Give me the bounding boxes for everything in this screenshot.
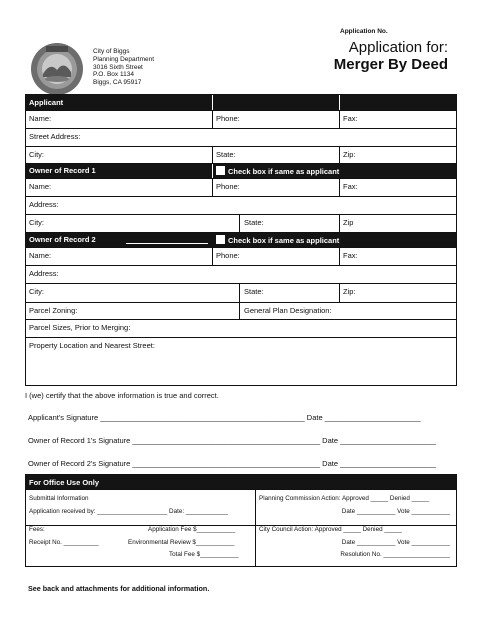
city-council-date-vote[interactable]: Date ___________ Vote ___________: [341, 539, 450, 546]
city-address: [93, 48, 154, 87]
office-heading-row: [26, 475, 456, 490]
applicant-name-field[interactable]: Name:: [29, 114, 52, 123]
parcel-zoning-field[interactable]: Parcel Zoning:: [29, 306, 78, 315]
applicant-heading-row: [26, 95, 456, 111]
owner1-city-field[interactable]: City:: [29, 218, 44, 227]
property-location-field[interactable]: Property Location and Nearest Street:: [29, 341, 155, 350]
planning-commission-action[interactable]: Planning Commission Action: Approved _____ Denied _____: [259, 495, 430, 502]
city-council-action[interactable]: City Council Action: Approved _____ Denied _____: [259, 526, 402, 533]
applicant-fax-field[interactable]: Fax:: [343, 114, 358, 123]
general-plan-field[interactable]: General Plan Designation:: [244, 306, 332, 315]
city-line: Planning Department: [93, 55, 155, 63]
applicant-state-field[interactable]: State:: [216, 150, 236, 159]
owner1-signature-line[interactable]: Owner of Record 1's Signature _____________________________________________ Date _______________________: [28, 436, 437, 445]
owner2-fax-field[interactable]: Fax:: [343, 251, 358, 260]
city-line: 3016 Sixth Street: [93, 63, 143, 71]
submittal-info-label: Submittal Information: [29, 495, 89, 502]
owner1-state-field[interactable]: State:: [244, 218, 264, 227]
application-form: [25, 94, 457, 386]
owner2-signature-line[interactable]: Owner of Record 2's Signature _____________________________________________ Date _______________________: [28, 459, 437, 468]
owner2-city-row: [26, 284, 456, 303]
receipt-no-field[interactable]: Receipt No. __________: [29, 539, 99, 546]
application-fee-field[interactable]: Application Fee $___________: [148, 526, 236, 533]
owner1-name-field[interactable]: Name:: [29, 182, 52, 191]
fees-label: Fees:: [29, 526, 45, 533]
owner1-name-row: [26, 179, 456, 197]
owner2-same-checkbox[interactable]: [216, 235, 339, 245]
office-use-section: [25, 474, 457, 567]
parcel-zoning-row: [26, 303, 456, 320]
owner2-heading-row: [26, 233, 456, 248]
applicant-street-row: [26, 129, 456, 147]
owner2-check-label: Check box if same as applicant: [228, 236, 340, 245]
applicant-heading: Applicant: [29, 98, 64, 107]
checkbox-icon[interactable]: [216, 166, 225, 175]
checkbox-icon[interactable]: [216, 235, 225, 244]
parcel-sizes-field[interactable]: Parcel Sizes, Prior to Merging:: [29, 323, 131, 332]
application-received-field[interactable]: Application received by: ____________________ Date: ____________: [29, 508, 228, 515]
title-line2: Merger By Deed: [333, 56, 448, 73]
owner1-heading-row: [26, 164, 456, 179]
owner2-zip-field[interactable]: Zip:: [343, 287, 356, 296]
owner2-phone-field[interactable]: Phone:: [216, 251, 240, 260]
owner1-address-row: [26, 197, 456, 215]
city-line: P.O. Box 1134: [93, 71, 134, 79]
property-location-row: [26, 338, 456, 385]
owner2-address-field[interactable]: Address:: [29, 269, 59, 278]
total-fee-field[interactable]: Total Fee $___________: [169, 551, 239, 558]
owner1-address-field[interactable]: Address:: [29, 200, 59, 209]
office-heading: For Office Use Only: [29, 478, 100, 487]
owner1-zip-field[interactable]: Zip: [343, 218, 354, 227]
planning-commission-date-vote[interactable]: Date ___________ Vote ___________: [341, 508, 450, 515]
city-seal-logo: [28, 42, 86, 96]
owner1-fax-field[interactable]: Fax:: [343, 182, 358, 191]
owner2-state-field[interactable]: State:: [244, 287, 264, 296]
applicant-city-row: [26, 147, 456, 164]
owner1-heading: Owner of Record 1: [29, 166, 96, 175]
city-line: Biggs, CA 95917: [93, 79, 142, 87]
owner1-check-label: Check box if same as applicant: [228, 167, 340, 176]
applicant-name-row: [26, 111, 456, 129]
applicant-city-field[interactable]: City:: [29, 150, 44, 159]
certify-statement: I (we) certify that the above information is true and correct.: [25, 391, 219, 400]
owner1-city-row: [26, 215, 456, 233]
applicant-phone-field[interactable]: Phone:: [216, 114, 240, 123]
owner1-same-checkbox[interactable]: [216, 166, 339, 176]
owner1-phone-field[interactable]: Phone:: [216, 182, 240, 191]
footer-note: See back and attachments for additional information.: [28, 584, 210, 593]
applicant-street-field[interactable]: Street Address:: [29, 132, 81, 141]
owner2-address-row: [26, 266, 456, 284]
owner2-city-field[interactable]: City:: [29, 287, 44, 296]
owner2-heading: Owner of Record 2: [29, 235, 96, 244]
owner2-name-row: [26, 248, 456, 266]
environmental-review-field[interactable]: Environmental Review $___________: [128, 539, 235, 546]
title-line1: Application for:: [348, 39, 448, 56]
applicant-zip-field[interactable]: Zip:: [343, 150, 356, 159]
parcel-sizes-row: [26, 320, 456, 338]
owner2-name-field[interactable]: Name:: [29, 251, 52, 260]
city-line: City of Biggs: [93, 48, 130, 55]
resolution-no-field[interactable]: Resolution No. ___________________: [340, 551, 450, 558]
applicant-signature-line[interactable]: Applicant's Signature _________________________________________________ Date _______________________: [28, 413, 421, 422]
application-no-label: Application No.: [340, 28, 388, 35]
